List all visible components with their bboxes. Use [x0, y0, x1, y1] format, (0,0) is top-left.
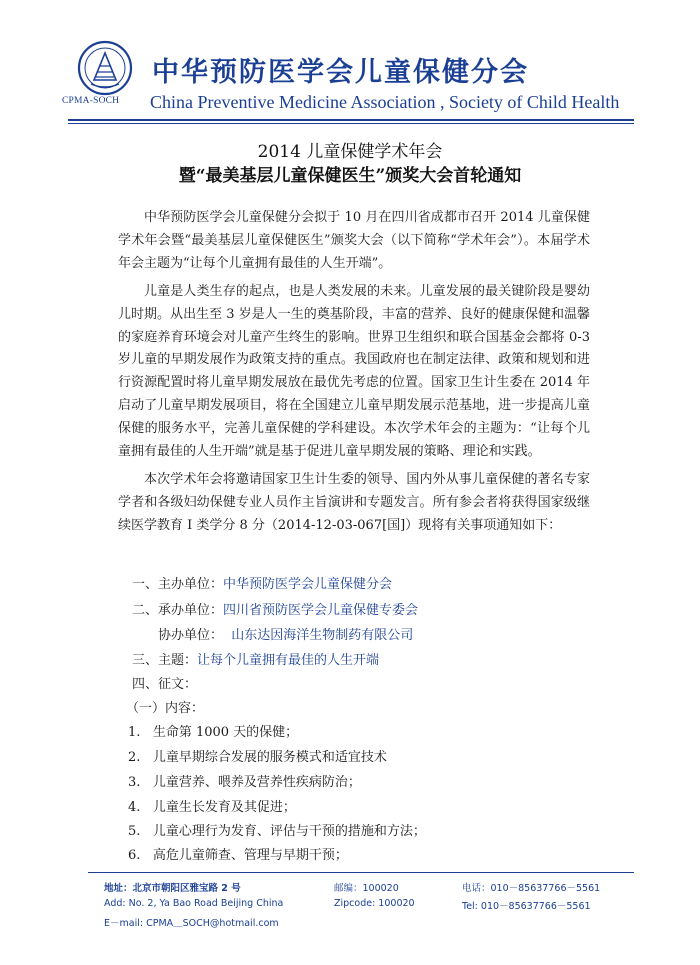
topic-item — [128, 820, 426, 839]
theme-label: 三、主题： — [132, 653, 198, 668]
theme-value: 让每个儿童拥有最佳的人生开端 — [197, 653, 380, 668]
organizer-value: 中华预防医学会儿童保健分会 — [223, 577, 393, 592]
footer-address-en: Add: No. 2, Ya Bao Road Beijing China — [104, 898, 284, 909]
host-value: 四川省预防医学会儿童保健专委会 — [223, 603, 419, 618]
logo-caption: CPMA-SOCH — [62, 96, 120, 106]
host-label: 二、承办单位： — [132, 603, 224, 618]
header-divider — [68, 119, 634, 121]
topic-text: 儿童生长发育及其促进； — [152, 800, 296, 815]
header-divider-thin — [68, 123, 634, 124]
co-organizer-label: 协办单位： — [158, 628, 224, 643]
paragraph-background: 儿童是人类生存的起点，也是人类发展的未来。儿童发展的最关键阶段是婴幼儿时期。从出生至 3 岁是人一生的奠基阶段，丰富的营养、良好的健康保健和温馨的家庭养育环境会对儿童产生终生的影响。世界卫生组织和联合国基金会都将 0-3 岁儿童的早期发展作为政策支持的重点。我国政府也在制定法律、政策和规划和进行资源配置时将儿童早期发展放在最优先考虑的位置。国家卫生计生委在 2014 年启动了儿童早期发展项目，将在全国建立儿童早期发展示范基地，进一步提高儿童保健的服务水平，完善儿童保健的学科建设。本次学术年会的主题为：“让每个儿童拥有最佳的人生开端”就是基于促进儿童早期发展的策略、理论和实践。 — [118, 283, 590, 460]
footer-divider — [88, 872, 634, 873]
topic-number: 6. — [128, 848, 141, 863]
footer-tel-cn: 电话：010－85637766－5561 — [462, 883, 601, 894]
footer-tel-en: Tel: 010－85637766－5561 — [462, 901, 591, 912]
content-label: （一）内容： — [126, 701, 205, 716]
topic-text: 儿童营养、喂养及营养性疾病防治； — [152, 775, 361, 790]
call-for-papers-label: 四、征文： — [132, 677, 198, 692]
cpma-logo-icon — [76, 40, 134, 96]
topic-text: 儿童早期综合发展的服务模式和适宜技术 — [152, 750, 387, 765]
topic-number: 4. — [128, 800, 141, 815]
organizer-line — [132, 573, 392, 592]
theme-line — [132, 649, 379, 668]
topic-item — [128, 796, 296, 815]
notice-body — [118, 207, 590, 543]
topic-item — [128, 746, 387, 765]
topic-text: 高危儿童筛查、管理与早期干预； — [152, 848, 348, 863]
footer-email[interactable]: E－mail: CPMA＿SOCH@hotmail.com — [104, 918, 279, 929]
topic-number: 5. — [128, 824, 141, 839]
footer-postcode-en: Zipcode: 100020 — [334, 898, 415, 909]
org-name-chinese: 中华预防医学会儿童保健分会 — [152, 57, 529, 88]
topic-item — [128, 844, 348, 863]
footer-postcode-cn: 邮编：100020 — [334, 883, 399, 894]
topic-item — [128, 771, 361, 790]
footer-address-cn: 地址：北京市朝阳区雅宝路 2 号 — [104, 883, 241, 894]
host-line — [132, 599, 418, 618]
co-organizer-value: 山东达因海洋生物制药有限公司 — [231, 628, 414, 643]
paragraph-program: 本次学术年会将邀请国家卫生计生委的领导、国内外从事儿童保健的著名专家学者和各级妇幼保健专业人员作主旨演讲和专题发言。所有参会者将获得国家级继续医学教育 I 类学分 8 分（2014-12-03-067[国]）现将有关事项通知如下： — [118, 471, 590, 533]
topic-text: 生命第 1000 天的保健； — [152, 725, 299, 740]
co-organizer-line — [158, 624, 413, 643]
org-name-english: China Preventive Medicine Association , Society of Child Health — [150, 92, 620, 112]
topic-number: 2. — [128, 750, 141, 765]
notice-title-line2: 暨“最美基层儿童保健医生”颁奖大会首轮通知 — [178, 166, 522, 186]
topic-number: 1. — [128, 725, 141, 740]
notice-title-line1: 2014 儿童保健学术年会 — [257, 142, 443, 162]
topic-item — [128, 721, 298, 740]
paragraph-intro: 中华预防医学会儿童保健分会拟于 10 月在四川省成都市召开 2014 儿童保健学术年会暨“最美基层儿童保健医生”颁奖大会（以下简称“学术年会”）。本届学术年会主题为“让每个儿童拥有最佳的人生开端”。 — [118, 210, 590, 271]
topic-text: 儿童心理行为发育、评估与干预的措施和方法； — [152, 824, 426, 839]
organizer-label: 一、主办单位： — [132, 577, 224, 592]
topic-number: 3. — [128, 775, 141, 790]
